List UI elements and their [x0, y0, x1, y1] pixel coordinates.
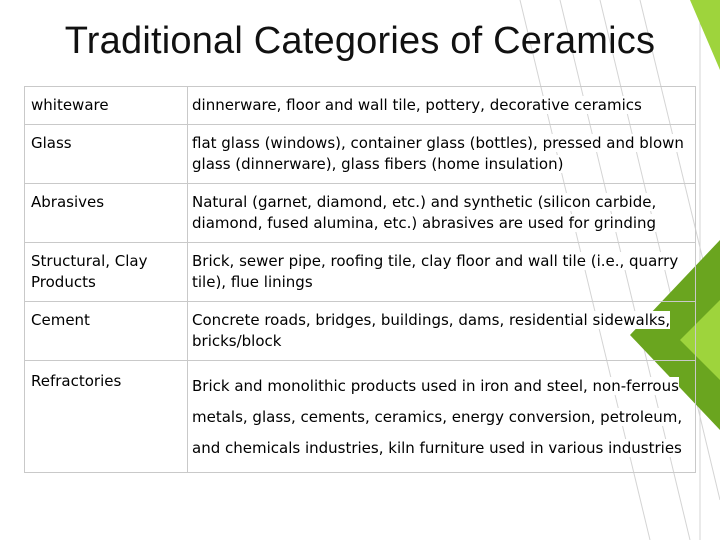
ceramics-table: [24, 86, 696, 473]
examples-text: dinnerware, floor and wall tile, pottery, decorative ceramics: [192, 96, 642, 114]
category-cell: Abrasives: [25, 184, 188, 243]
examples-cell: [188, 87, 696, 125]
table-row: [25, 243, 696, 302]
table-row: [25, 184, 696, 243]
category-cell: Refractories: [25, 361, 188, 473]
category-cell: whiteware: [25, 87, 188, 125]
examples-cell: [188, 361, 696, 473]
table-row: [25, 361, 696, 473]
examples-text: Natural (garnet, diamond, etc.) and synthetic (silicon carbide, diamond, fused alumina, etc.) abrasives are used for grinding: [192, 193, 657, 232]
examples-text: Brick, sewer pipe, roofing tile, clay floor and wall tile (i.e., quarry tile), flue linings: [192, 252, 679, 291]
examples-text: Brick and monolithic products used in iron and steel, non-ferrous metals, glass, cements, ceramics, energy conversion, petroleum, and chemicals industries, kiln furniture used in various industries: [192, 377, 683, 457]
slide-title: Traditional Categories of Ceramics: [64, 20, 656, 62]
examples-cell: [188, 302, 696, 361]
examples-cell: [188, 125, 696, 184]
examples-cell: [188, 184, 696, 243]
table-row: [25, 125, 696, 184]
category-cell: Cement: [25, 302, 188, 361]
table-row: [25, 87, 696, 125]
category-cell: Glass: [25, 125, 188, 184]
examples-cell: [188, 243, 696, 302]
examples-text: flat glass (windows), container glass (bottles), pressed and blown glass (dinnerware), glass fibers (home insulation): [192, 134, 684, 173]
table-row: [25, 302, 696, 361]
category-cell: Structural, Clay Products: [25, 243, 188, 302]
examples-text: Concrete roads, bridges, buildings, dams, residential sidewalks, bricks/block: [192, 311, 671, 350]
